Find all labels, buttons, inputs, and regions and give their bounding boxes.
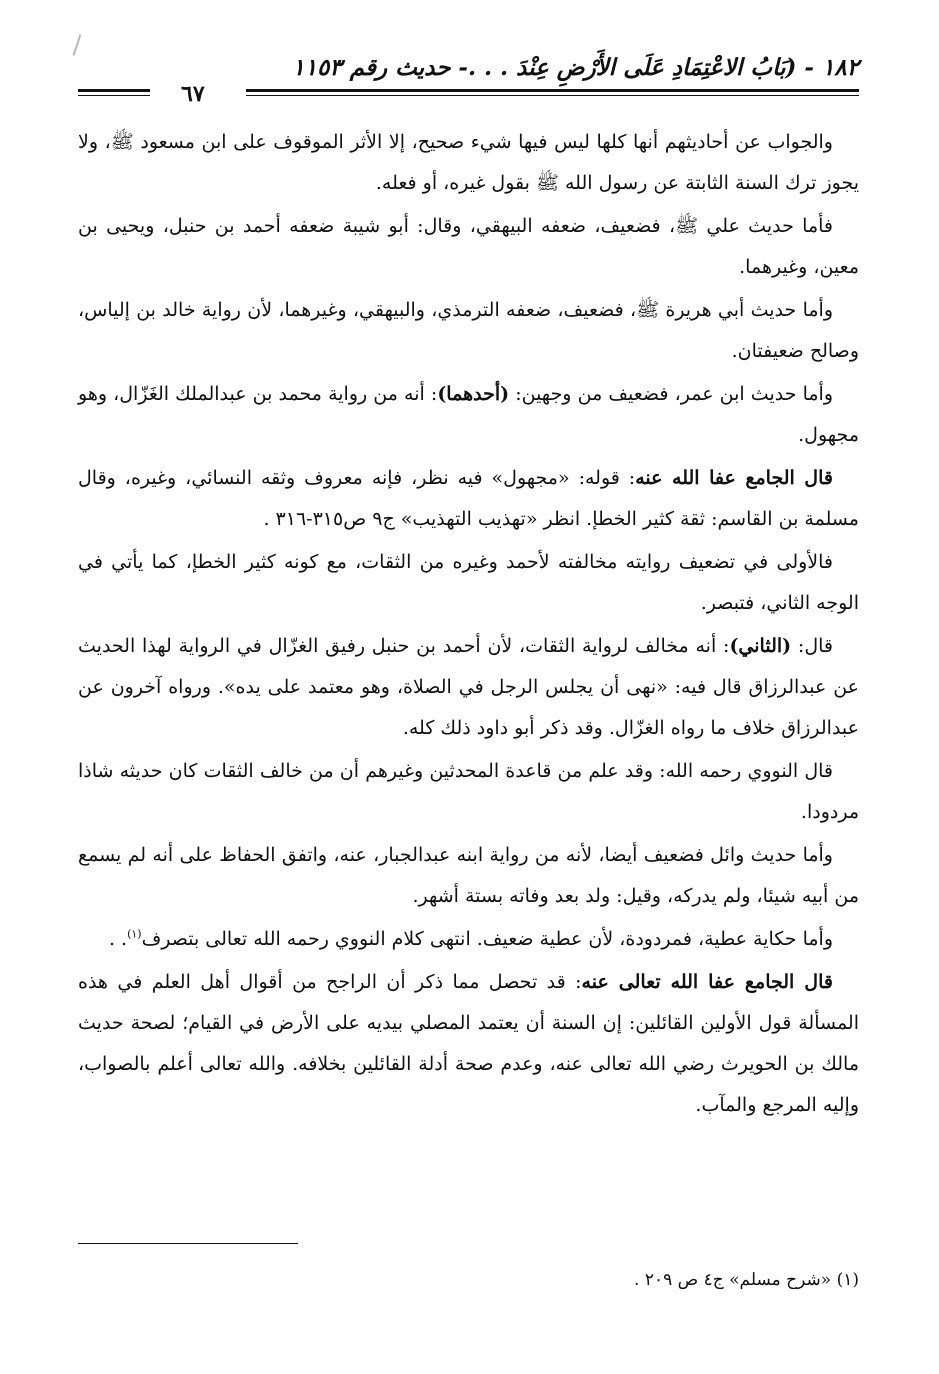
paragraph bbox=[78, 374, 859, 456]
footnote-marker: (١) bbox=[127, 927, 142, 941]
paragraph bbox=[78, 542, 859, 624]
bold-term: (الثاني) bbox=[729, 635, 792, 657]
page-number-rule-thick bbox=[78, 89, 150, 92]
paragraph-text: وأما حديث وائل فضعيف أيضا، لأنه من رواية ابنه عبدالجبار، عنه، واتفق الحفاظ على أنه لم يسمع من أبيه شيئا، ولم يدركه، وقيل: ولد بعد وفاته بستة أشهر. bbox=[78, 844, 859, 907]
paragraph-text: : قد تحصل مما ذكر أن الراجح من أقوال أهل العلم في هذه المسألة قول الأولين القائلين: إن السنة أن يعتمد المصلي بيديه على الأرض في القيام؛ لصحة حديث مالك بن الحويرث رضي الله تعالى عنه، وعدم صحة أدلة القائلين بخلافه. والله تعالى أعلم بالصواب، وإليه المرجع والمآب. bbox=[78, 971, 859, 1116]
paragraph bbox=[78, 919, 859, 960]
paragraph bbox=[78, 962, 859, 1126]
paragraph bbox=[78, 290, 859, 372]
paragraph-text: فالأولى في تضعيف روايته مخالفته لأحمد وغيره من الثقات، مع كونه كثير الخطإ، كما يأتي في الوجه الثاني، فتبصر. bbox=[78, 551, 859, 614]
paragraph-text: قال النووي رحمه الله: وقد علم من قاعدة المحدثين وغيرهم أن من خالف الثقات كان حديثه شاذا مردودا. bbox=[78, 760, 859, 823]
paragraph-text: . . bbox=[108, 928, 128, 950]
paragraph bbox=[78, 626, 859, 749]
running-header bbox=[78, 50, 859, 108]
main-text bbox=[78, 122, 859, 1128]
paragraph bbox=[78, 751, 859, 833]
paragraph-text: وأما حكاية عطية، فمردودة، لأن عطية ضعيف. انتهى كلام النووي رحمه الله تعالى بتصرف bbox=[141, 928, 833, 950]
page-number: ٦٧ bbox=[181, 81, 205, 107]
paragraph-text: والجواب عن أحاديثهم أنها كلها ليس فيها شيء صحيح، إلا الأثر الموقوف على ابن مسعود ﷺ، ولا يجوز ترك السنة الثابتة عن رسول الله ﷺ بقول غيره، أو فعله. bbox=[78, 131, 859, 194]
paragraph-text: وأما حديث ابن عمر، فضعيف من وجهين: bbox=[509, 383, 833, 405]
header-rule-thick bbox=[246, 89, 859, 92]
page-number-rule-thin bbox=[78, 95, 150, 96]
paragraph bbox=[78, 122, 859, 204]
paragraph bbox=[78, 206, 859, 288]
paragraph-text: قال: bbox=[791, 635, 834, 657]
bold-term: (أحدهما) bbox=[437, 383, 510, 405]
author-note-heading: قال الجامع عفا الله عنه bbox=[635, 467, 833, 489]
paragraph-text: وأما حديث أبي هريرة ﷺ، فضعيف، ضعفه الترمذي، والبيهقي، وغيرهما، لأن رواية خالد بن إلياس، وصالح ضعيفتان. bbox=[78, 299, 859, 362]
header-rule-thin bbox=[246, 95, 859, 96]
header-title: ١٨٢ - (بَابُ الاعْتِمَادِ عَلَى الأَرْضِ عِنْدَ . . .- حديث رقم ١١٥٣ bbox=[292, 54, 859, 81]
author-note-heading: قال الجامع عفا الله تعالى عنه bbox=[581, 971, 833, 993]
paragraph bbox=[78, 835, 859, 917]
footnote: (١) «شرح مسلم» ج٤ ص ٢٠٩ . bbox=[634, 1270, 859, 1290]
paragraph bbox=[78, 458, 859, 540]
paragraph-text: : قوله: «مجهول» فيه نظر، فإنه معروف وثقه النسائي، وغيره، وقال مسلمة بن القاسم: ثقة كثير الخطإ. انظر «تهذيب التهذيب» ج٩ ص٣١٥-٣١٦ . bbox=[78, 467, 859, 530]
paragraph-text: : أنه من رواية محمد بن عبدالملك الغَزّال، وهو مجهول. bbox=[78, 383, 859, 446]
paragraph-text: : أنه مخالف لرواية الثقات، لأن أحمد بن حنبل رفيق الغزّال في الرواية لهذا الحديث عن عبدالرزاق قال فيه: «نهى أن يجلس الرجل في الصلاة، وهو معتمد على يده». ورواه آخرون عن عبدالرزاق خلاف ما رواه الغزّال. وقد ذكر أبو داود ذلك كله. bbox=[78, 635, 859, 739]
footnote-divider bbox=[78, 1243, 298, 1244]
paragraph-text: فأما حديث علي ﷺ، فضعيف، ضعفه البيهقي، وقال: أبو شيبة ضعفه أحمد بن حنبل، ويحيى بن معين، وغيرهما. bbox=[78, 215, 859, 278]
